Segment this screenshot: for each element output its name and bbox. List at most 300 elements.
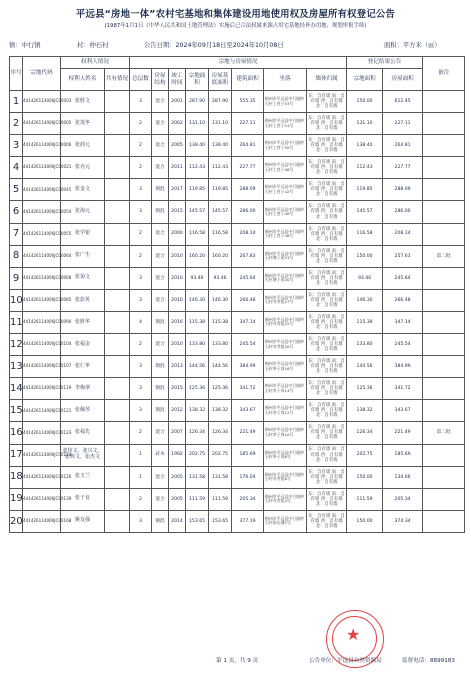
row-structure: 钢混 bbox=[152, 356, 169, 378]
row-parcel-area: 160.20 bbox=[186, 245, 209, 267]
row-building-area: 176.04 bbox=[232, 466, 264, 488]
seal-star-icon: ★ bbox=[346, 625, 361, 644]
row-building-area: 221.49 bbox=[232, 422, 264, 444]
row-owner: 张佩琴 bbox=[61, 400, 105, 422]
row-year: 2015 bbox=[169, 378, 186, 400]
row-floors: 3 bbox=[130, 201, 152, 223]
row-footprint: 116.58 bbox=[209, 223, 232, 245]
row-seq: 11 bbox=[10, 311, 23, 333]
row-location: 梅州市平远县中行镇仲石村上营子42号 bbox=[264, 179, 307, 201]
row-building-area: 227.11 bbox=[232, 113, 264, 135]
row-seq: 7 bbox=[10, 223, 23, 245]
row-reg-house: 343.67 bbox=[383, 400, 423, 422]
row-floors: 3 bbox=[130, 356, 152, 378]
table-row bbox=[10, 245, 465, 267]
row-building-area: 384.99 bbox=[232, 356, 264, 378]
header-parcel-area: 宗地面积 bbox=[186, 69, 209, 91]
row-share bbox=[105, 444, 130, 466]
row-parcel-code: 441426114006JC00064 bbox=[23, 245, 61, 267]
row-parcel-code: 441426114006JC00126 bbox=[23, 466, 61, 488]
row-footprint: 287.90 bbox=[209, 91, 232, 113]
row-seq: 19 bbox=[10, 488, 23, 510]
row-owner: 张茂华 bbox=[61, 113, 105, 135]
row-wall-use: 东：自有墙 南：自有墙 西：自有墙 北：自有墙 bbox=[307, 135, 347, 157]
row-structure: 混合 bbox=[152, 334, 169, 356]
row-parcel-code: 441426114006JC00107 bbox=[23, 356, 61, 378]
row-remark bbox=[423, 91, 465, 113]
row-building-area: 267.83 bbox=[232, 245, 264, 267]
row-reg-parcel: 145.57 bbox=[347, 201, 383, 223]
row-building-area: 185.69 bbox=[232, 444, 264, 466]
row-reg-house: 185.69 bbox=[383, 444, 423, 466]
row-wall-use: 东：自有墙 南：自有墙 西：自有墙 北：自有墙 bbox=[307, 378, 347, 400]
row-seq: 20 bbox=[10, 510, 23, 532]
row-parcel-code: 441426114006JC00121 bbox=[23, 400, 61, 422]
row-floors: 3 bbox=[130, 289, 152, 311]
row-year: 2005 bbox=[169, 466, 186, 488]
row-parcel-area: 138.32 bbox=[186, 400, 209, 422]
row-structure: 混合 bbox=[152, 488, 169, 510]
row-floors: 3 bbox=[130, 91, 152, 113]
row-parcel-area: 112.43 bbox=[186, 157, 209, 179]
row-year: 2010 bbox=[169, 245, 186, 267]
row-floors: 2 bbox=[130, 135, 152, 157]
row-remark bbox=[423, 488, 465, 510]
row-share bbox=[105, 201, 130, 223]
row-reg-parcel: 138.40 bbox=[347, 135, 383, 157]
header-location: 坐落 bbox=[264, 69, 307, 91]
row-seq: 2 bbox=[10, 113, 23, 135]
row-year: 2007 bbox=[169, 422, 186, 444]
row-wall-use: 东：自有墙 南：自有墙 西：自有墙 北：自有墙 bbox=[307, 311, 347, 333]
row-year: 2001 bbox=[169, 91, 186, 113]
row-location: 梅州市平远县中行镇仲石村茶子岗14号 bbox=[264, 378, 307, 400]
row-remark bbox=[423, 157, 465, 179]
row-structure: 混合 bbox=[152, 289, 169, 311]
row-parcel-code: 441426114006JC00045 bbox=[23, 179, 61, 201]
row-reg-parcel: 144.56 bbox=[347, 356, 383, 378]
row-footprint: 138.40 bbox=[209, 135, 232, 157]
row-remark bbox=[423, 466, 465, 488]
row-structure: 混合 bbox=[152, 157, 169, 179]
row-year: 2010 bbox=[169, 334, 186, 356]
issuing-agency: 公告单位：平远县自然资源局 bbox=[309, 658, 382, 664]
row-owner: 张福金 bbox=[61, 334, 105, 356]
row-floors: 2 bbox=[130, 334, 152, 356]
row-reg-parcel: 146.30 bbox=[347, 289, 383, 311]
row-seq: 8 bbox=[10, 245, 23, 267]
row-year: 1992 bbox=[169, 444, 186, 466]
row-location: 梅州市平远县中行镇仲石村上营子48号 bbox=[264, 157, 307, 179]
row-floors: 1 bbox=[130, 466, 152, 488]
row-parcel-area: 126.34 bbox=[186, 422, 209, 444]
row-parcel-area: 93.46 bbox=[186, 267, 209, 289]
row-remark bbox=[423, 400, 465, 422]
row-seq: 9 bbox=[10, 267, 23, 289]
row-parcel-area: 138.40 bbox=[186, 135, 209, 157]
row-reg-house: 264.81 bbox=[383, 135, 423, 157]
row-location: 梅州市平远县中行镇仲石村茶子岗10号 bbox=[264, 422, 307, 444]
page-indicator: 第 1 页，共 9 页 bbox=[216, 658, 259, 664]
row-footprint: 146.30 bbox=[209, 289, 232, 311]
row-parcel-code: 441426114006JC00068 bbox=[23, 267, 61, 289]
row-floors: 2 bbox=[130, 113, 152, 135]
row-footprint: 126.34 bbox=[209, 422, 232, 444]
row-seq: 17 bbox=[10, 444, 23, 466]
row-parcel-code: 441426114006JC00168 bbox=[23, 510, 61, 532]
row-floors: 2 bbox=[130, 422, 152, 444]
header-building-area: 建筑面积 bbox=[232, 69, 264, 91]
row-wall-use: 东：自有墙 南：自有墙 西：自有墙 北：自有墙 bbox=[307, 201, 347, 223]
row-wall-use: 东：自有墙 南：自有墙 西：自有墙 北：自有墙 bbox=[307, 289, 347, 311]
row-structure: 混合 bbox=[152, 267, 169, 289]
row-wall-use: 东：自有墙 南：自有墙 西：自有墙 北：自有墙 bbox=[307, 466, 347, 488]
table-row bbox=[10, 135, 465, 157]
row-share bbox=[105, 135, 130, 157]
row-structure: 混合 bbox=[152, 223, 169, 245]
row-wall-use: 东：自有墙 南：自有墙 西：自有墙 北：自有墙 bbox=[307, 91, 347, 113]
row-structure: 钢混 bbox=[152, 311, 169, 333]
row-building-area: 245.54 bbox=[232, 334, 264, 356]
row-location: 梅州市平远县中行镇仲石村塘子尾30号 bbox=[264, 267, 307, 289]
row-share bbox=[105, 334, 130, 356]
row-reg-house: 221.49 bbox=[383, 422, 423, 444]
row-reg-parcel: 150.00 bbox=[347, 91, 383, 113]
row-reg-house: 208.14 bbox=[383, 223, 423, 245]
row-owner: 张金文 bbox=[61, 179, 105, 201]
row-owner: 张仁华 bbox=[61, 356, 105, 378]
row-location: 梅州市平远县中行镇仲石村对背组6号 bbox=[264, 466, 307, 488]
notice-title: 平远县“房地一体”农村宅基地和集体建设用地使用权及房屋所有权登记公告 bbox=[75, 9, 396, 20]
row-location: 梅州市平远县中行镇仲石村茶子岗12号 bbox=[264, 400, 307, 422]
row-location: 梅州市平远县中行镇仲石村南山塘2号 bbox=[264, 510, 307, 532]
row-share bbox=[105, 113, 130, 135]
row-parcel-area: 144.56 bbox=[186, 356, 209, 378]
row-location: 梅州市平远县中行镇仲石村对背组27号 bbox=[264, 289, 307, 311]
row-structure: 混合 bbox=[152, 422, 169, 444]
row-floors: 1 bbox=[130, 444, 152, 466]
row-year: 2002 bbox=[169, 113, 186, 135]
header-land-group: 宗地与房屋情况 bbox=[130, 57, 347, 69]
row-remark bbox=[423, 135, 465, 157]
row-footprint: 111.59 bbox=[209, 488, 232, 510]
row-wall-use: 东：自有墙 南：自有墙 西：自有墙 北：自有墙 bbox=[307, 422, 347, 444]
notice-subtitle: (1987年1月1日《中华人民共和国土地管理法》实施后已合法权属来源占用宅基地经补办用地、规划审批手续) bbox=[104, 23, 367, 29]
row-owner: 张伟文，张兴文，张辉文，张杰文 bbox=[61, 444, 105, 466]
table-row bbox=[10, 356, 465, 378]
row-parcel-area: 146.30 bbox=[186, 289, 209, 311]
area-unit: 面积：平方米（㎡） bbox=[384, 42, 441, 49]
header-rights-group: 权利人情况 bbox=[61, 57, 130, 69]
row-structure: 混合 bbox=[152, 245, 169, 267]
row-parcel-code: 441426114006JC00119 bbox=[23, 378, 61, 400]
row-share bbox=[105, 179, 130, 201]
row-share bbox=[105, 400, 130, 422]
row-wall-use: 东：自有墙 南：自有墙 西：自有墙 北：自有墙 bbox=[307, 113, 347, 135]
row-reg-parcel: 131.10 bbox=[347, 113, 383, 135]
row-reg-house: 257.63 bbox=[383, 245, 423, 267]
row-reg-parcel: 150.00 bbox=[347, 245, 383, 267]
row-remark bbox=[423, 311, 465, 333]
row-remark bbox=[423, 201, 465, 223]
row-parcel-area: 125.36 bbox=[186, 378, 209, 400]
row-parcel-area: 202.75 bbox=[186, 444, 209, 466]
row-building-area: 347.14 bbox=[232, 311, 264, 333]
row-building-area: 341.72 bbox=[232, 378, 264, 400]
header-year: 竣工时间 bbox=[169, 69, 186, 91]
row-share bbox=[105, 510, 130, 532]
row-seq: 14 bbox=[10, 378, 23, 400]
header-wall-use: 墙体归属 bbox=[307, 69, 347, 91]
header-remark: 备注 bbox=[423, 57, 465, 91]
row-building-area: 286.00 bbox=[232, 201, 264, 223]
row-remark bbox=[423, 510, 465, 532]
row-owner: 张福先 bbox=[61, 422, 105, 444]
row-location: 梅州市平远县中行镇仲石村上营子50号 bbox=[264, 135, 307, 157]
row-wall-use: 东：自有墙 南：自有墙 西：自有墙 北：自有墙 bbox=[307, 223, 347, 245]
row-parcel-area: 115.38 bbox=[186, 311, 209, 333]
row-reg-house: 205.34 bbox=[383, 488, 423, 510]
row-parcel-code: 441426114006JC00123 bbox=[23, 422, 61, 444]
table-row bbox=[10, 157, 465, 179]
row-reg-house: 134.66 bbox=[383, 466, 423, 488]
row-footprint: 153.65 bbox=[209, 510, 232, 532]
row-building-area: 555.35 bbox=[232, 91, 264, 113]
row-structure: 混合 bbox=[152, 113, 169, 135]
town-label: 镇：中行镇 bbox=[9, 42, 41, 49]
row-reg-house: 286.00 bbox=[383, 201, 423, 223]
row-share bbox=[105, 466, 130, 488]
row-remark bbox=[423, 267, 465, 289]
row-structure: 混合 bbox=[152, 466, 169, 488]
row-share bbox=[105, 157, 130, 179]
table-row bbox=[10, 488, 465, 510]
row-owner: 张子良 bbox=[61, 488, 105, 510]
row-parcel-code: 441426114006JC00085 bbox=[23, 289, 61, 311]
row-remark bbox=[423, 378, 465, 400]
row-parcel-area: 131.58 bbox=[186, 466, 209, 488]
row-seq: 12 bbox=[10, 334, 23, 356]
row-footprint: 119.85 bbox=[209, 179, 232, 201]
row-location: 梅州市平远县中行镇仲石村对背组4号 bbox=[264, 488, 307, 510]
header-share: 共有情况 bbox=[105, 69, 130, 91]
row-remark bbox=[423, 334, 465, 356]
row-parcel-code: 441426114006JC00104 bbox=[23, 334, 61, 356]
row-owner: 张广生 bbox=[61, 245, 105, 267]
row-building-area: 264.81 bbox=[232, 135, 264, 157]
row-reg-parcel: 116.58 bbox=[347, 223, 383, 245]
row-share bbox=[105, 289, 130, 311]
row-reg-house: 227.77 bbox=[383, 157, 423, 179]
header-floors: 总层数 bbox=[130, 69, 152, 91]
table-row bbox=[10, 444, 465, 466]
row-location: 梅州市平远县中行镇仲石村上营子40号 bbox=[264, 201, 307, 223]
row-owner: 张玉兰 bbox=[61, 466, 105, 488]
row-reg-house: 341.72 bbox=[383, 378, 423, 400]
table-row bbox=[10, 113, 465, 135]
table-row bbox=[10, 267, 465, 289]
header-owner: 权利人姓名 bbox=[61, 69, 105, 91]
table-row bbox=[10, 334, 465, 356]
row-year: 2011 bbox=[169, 157, 186, 179]
row-year: 2013 bbox=[169, 356, 186, 378]
row-reg-house: 245.64 bbox=[383, 267, 423, 289]
row-parcel-code: 441426114006JC00054 bbox=[23, 201, 61, 223]
row-structure: 钢混 bbox=[152, 179, 169, 201]
row-reg-parcel: 133.80 bbox=[347, 334, 383, 356]
row-reg-house: 347.14 bbox=[383, 311, 423, 333]
row-footprint: 131.10 bbox=[209, 113, 232, 135]
row-wall-use: 东：自有墙 南：自有墙 西：自有墙 北：自有墙 bbox=[307, 267, 347, 289]
row-parcel-area: 111.59 bbox=[186, 488, 209, 510]
row-reg-parcel: 126.34 bbox=[347, 422, 383, 444]
row-structure: 混合 bbox=[152, 91, 169, 113]
row-reg-parcel: 93.46 bbox=[347, 267, 383, 289]
row-share bbox=[105, 488, 130, 510]
row-seq: 16 bbox=[10, 422, 23, 444]
row-parcel-area: 153.65 bbox=[186, 510, 209, 532]
row-reg-parcel: 111.59 bbox=[347, 488, 383, 510]
row-parcel-area: 145.57 bbox=[186, 201, 209, 223]
row-floors: 2 bbox=[130, 245, 152, 267]
row-year: 2010 bbox=[169, 289, 186, 311]
row-wall-use: 东：自有墙 南：自有墙 西：自有墙 北：自有墙 bbox=[307, 356, 347, 378]
row-floors: 2 bbox=[130, 488, 152, 510]
row-footprint: 133.80 bbox=[209, 334, 232, 356]
row-reg-house: 227.11 bbox=[383, 113, 423, 135]
table-body bbox=[10, 91, 465, 533]
row-reg-parcel: 115.38 bbox=[347, 311, 383, 333]
row-share bbox=[105, 378, 130, 400]
row-location: 梅州市平远县中行镇仲石村上营子51号 bbox=[264, 113, 307, 135]
row-reg-house: 612.45 bbox=[383, 91, 423, 113]
row-year: 2005 bbox=[169, 135, 186, 157]
row-structure: 钢混 bbox=[152, 378, 169, 400]
row-seq: 5 bbox=[10, 179, 23, 201]
row-parcel-code: 441426114006JC00005 bbox=[23, 113, 61, 135]
row-location: 梅州市平远县中行镇仲石村茶子岗8号 bbox=[264, 444, 307, 466]
row-location: 梅州市平远县中行镇仲石村上营子53号 bbox=[264, 91, 307, 113]
row-reg-parcel: 112.43 bbox=[347, 157, 383, 179]
row-year: 2012 bbox=[169, 400, 186, 422]
header-seq: 序号 bbox=[10, 57, 23, 91]
row-wall-use: 东：自有墙 南：自有墙 西：自有墙 北：自有墙 bbox=[307, 245, 347, 267]
row-remark bbox=[423, 444, 465, 466]
row-year: 2017 bbox=[169, 179, 186, 201]
row-reg-parcel: 125.36 bbox=[347, 378, 383, 400]
row-structure: 钢混 bbox=[152, 510, 169, 532]
row-wall-use: 东：自有墙 南：自有墙 西：自有墙 北：自有墙 bbox=[307, 334, 347, 356]
row-footprint: 93.46 bbox=[209, 267, 232, 289]
table-row bbox=[10, 289, 465, 311]
row-footprint: 115.38 bbox=[209, 311, 232, 333]
row-floors: 2 bbox=[130, 223, 152, 245]
row-structure: 混合 bbox=[152, 135, 169, 157]
row-wall-use: 东：自有墙 南：自有墙 西：自有墙 北：自有墙 bbox=[307, 444, 347, 466]
row-owner: 张彭英 bbox=[61, 289, 105, 311]
row-owner: 张胜华 bbox=[61, 311, 105, 333]
row-parcel-code: 441426114006JC00055 bbox=[23, 223, 61, 245]
row-remark bbox=[423, 289, 465, 311]
row-owner: 张学银 bbox=[61, 223, 105, 245]
table-row bbox=[10, 422, 465, 444]
row-share bbox=[105, 356, 130, 378]
table-row bbox=[10, 223, 465, 245]
row-wall-use: 东：自有墙 南：自有墙 西：自有墙 北：自有墙 bbox=[307, 157, 347, 179]
row-floors: 4 bbox=[130, 311, 152, 333]
row-share bbox=[105, 311, 130, 333]
header-structure: 房屋结构 bbox=[152, 69, 169, 91]
row-structure: 砖木 bbox=[152, 444, 169, 466]
row-location: 梅州市平远县中行镇仲石村上营子36号 bbox=[264, 223, 307, 245]
row-floors: 3 bbox=[130, 378, 152, 400]
row-share bbox=[105, 91, 130, 113]
row-location: 梅州市平远县中行镇仲石村对背组20号 bbox=[264, 334, 307, 356]
row-owner: 张菊文 bbox=[61, 267, 105, 289]
row-parcel-area: 133.80 bbox=[186, 334, 209, 356]
row-owner: 张胜文 bbox=[61, 91, 105, 113]
supervision-phone: 监督电话：8899183 bbox=[402, 658, 455, 664]
table-row bbox=[10, 179, 465, 201]
row-parcel-code: 441426114006JC00139 bbox=[23, 488, 61, 510]
row-seq: 1 bbox=[10, 91, 23, 113]
row-reg-house: 288.09 bbox=[383, 179, 423, 201]
row-floors: 3 bbox=[130, 400, 152, 422]
row-remark: 第二批 bbox=[423, 422, 465, 444]
row-wall-use: 东：自有墙 南：自有墙 西：自有墙 北：自有墙 bbox=[307, 510, 347, 532]
table-row bbox=[10, 378, 465, 400]
header-reg-house: 房屋面积 bbox=[383, 69, 423, 91]
row-building-area: 266.48 bbox=[232, 289, 264, 311]
row-year: 2005 bbox=[169, 488, 186, 510]
row-remark bbox=[423, 179, 465, 201]
row-seq: 6 bbox=[10, 201, 23, 223]
table-row bbox=[10, 400, 465, 422]
row-year: 2010 bbox=[169, 267, 186, 289]
row-share bbox=[105, 245, 130, 267]
row-year: 2016 bbox=[169, 311, 186, 333]
table-row bbox=[10, 91, 465, 113]
row-building-area: 377.19 bbox=[232, 510, 264, 532]
row-remark: 第二批 bbox=[423, 245, 465, 267]
row-owner: 姚友强 bbox=[61, 510, 105, 532]
table-row bbox=[10, 466, 465, 488]
row-floors: 3 bbox=[130, 267, 152, 289]
row-owner: 张亮元 bbox=[61, 157, 105, 179]
row-building-area: 343.67 bbox=[232, 400, 264, 422]
table-row bbox=[10, 311, 465, 333]
row-parcel-area: 287.90 bbox=[186, 91, 209, 113]
row-seq: 18 bbox=[10, 466, 23, 488]
row-owner: 张润元 bbox=[61, 135, 105, 157]
row-share bbox=[105, 422, 130, 444]
row-reg-parcel: 202.75 bbox=[347, 444, 383, 466]
row-seq: 4 bbox=[10, 157, 23, 179]
row-reg-house: 245.54 bbox=[383, 334, 423, 356]
row-parcel-area: 119.85 bbox=[186, 179, 209, 201]
row-reg-parcel: 150.00 bbox=[347, 466, 383, 488]
row-reg-house: 374.34 bbox=[383, 510, 423, 532]
row-floors: 3 bbox=[130, 179, 152, 201]
row-footprint: 145.57 bbox=[209, 201, 232, 223]
row-seq: 15 bbox=[10, 400, 23, 422]
row-building-area: 205.34 bbox=[232, 488, 264, 510]
row-location: 梅州市平远县中行镇仲石村塘子尾31号 bbox=[264, 245, 307, 267]
village-label: 村：仲石村 bbox=[77, 42, 109, 49]
row-share bbox=[105, 223, 130, 245]
row-remark bbox=[423, 356, 465, 378]
row-share bbox=[105, 267, 130, 289]
